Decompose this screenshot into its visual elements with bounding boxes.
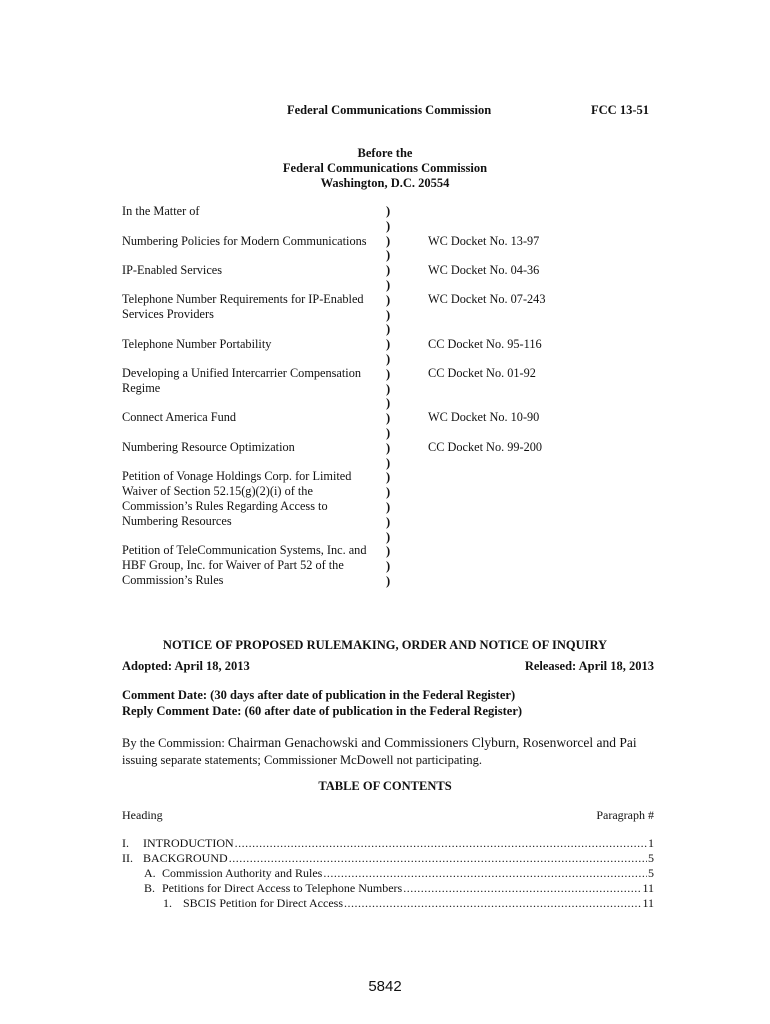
toc-leader-dots: [235, 836, 647, 851]
by-commission-paragraph: [122, 734, 654, 769]
caption-item-5: Developing a Unified Intercarrier Compensation Regime: [122, 366, 362, 395]
caption-item-6: Connect America Fund: [122, 410, 237, 424]
docket-1: WC Docket No. 13-97: [428, 234, 540, 248]
caption-paren: ): [386, 204, 391, 218]
dates-row: [122, 659, 654, 674]
docket-3: WC Docket No. 07-243: [428, 292, 546, 306]
before-line-2: Federal Communications Commission: [282, 161, 488, 175]
toc-paragraph-label: Paragraph #: [596, 808, 654, 822]
caption-paren: ): [386, 396, 391, 411]
toc-leader-dots: [403, 881, 641, 896]
toc-entry-page: 5: [648, 866, 654, 880]
toc-entry[interactable]: [163, 896, 654, 911]
toc-entry-label: Petitions for Direct Access to Telephone Numbers: [162, 881, 403, 895]
header-agency: Federal Communications Commission: [287, 103, 492, 117]
comment-date: Comment Date: (30 days after date of publication in the Federal Register): [122, 688, 516, 702]
toc-title: TABLE OF CONTENTS: [318, 779, 452, 793]
toc-entry[interactable]: [122, 851, 654, 866]
caption-paren: ): [386, 233, 391, 248]
toc-entry[interactable]: [144, 866, 654, 881]
toc-entry-page: 5: [648, 851, 654, 865]
toc-entry-number: I.: [122, 836, 129, 850]
toc-entry-label: INTRODUCTION: [143, 836, 234, 850]
docket-4: CC Docket No. 95-116: [428, 337, 542, 351]
caption-intro: In the Matter of: [122, 204, 200, 218]
caption-paren: ): [386, 277, 391, 292]
caption-paren: ): [386, 248, 391, 263]
docket-6: WC Docket No. 10-90: [428, 410, 540, 424]
toc-entry-number: B.: [144, 881, 156, 895]
caption-paren: ): [386, 322, 391, 337]
caption-item-9: Petition of TeleCommunication Systems, Inc. and HBF Group, Inc. for Waiver of Part 52 of the Commission’s Rules: [122, 543, 367, 587]
docket-2: WC Docket No. 04-36: [428, 263, 540, 277]
caption-item-1: Numbering Policies for Modern Communications: [122, 234, 367, 248]
before-line-1: Before the: [357, 146, 413, 160]
caption-paren: ): [386, 529, 391, 544]
before-line-3: Washington, D.C. 20554: [320, 176, 450, 190]
released-date: Released: April 18, 2013: [524, 659, 654, 673]
page-number: 5842: [368, 978, 402, 995]
caption-paren: ): [386, 485, 391, 500]
by-commission-line2: issuing separate statements; Commissioner McDowell not participating.: [122, 753, 483, 767]
toc-entry-number: A.: [144, 866, 156, 880]
toc-heading-label: Heading: [122, 808, 163, 822]
caption-paren: ): [386, 263, 391, 278]
caption-paren: ): [386, 499, 391, 514]
caption-paren: ): [386, 544, 391, 559]
header-doc-id: FCC 13-51: [591, 103, 649, 117]
caption-paren: ): [386, 425, 391, 440]
caption-paren: ): [386, 573, 391, 588]
caption-paren: ): [386, 411, 391, 426]
toc-entry-page: 11: [642, 881, 654, 895]
toc-entry-page: 11: [642, 896, 654, 910]
toc-leader-dots: [344, 896, 641, 911]
docket-7: CC Docket No. 99-200: [428, 440, 543, 454]
docket-5: CC Docket No. 01-92: [428, 366, 536, 380]
toc-entry-page: 1: [648, 836, 654, 850]
caption-paren: ): [386, 381, 391, 396]
caption-paren: ): [386, 514, 391, 529]
caption-paren: ): [386, 455, 391, 470]
caption-item-7: Numbering Resource Optimization: [122, 440, 295, 454]
notice-title: NOTICE OF PROPOSED RULEMAKING, ORDER AND NOTICE OF INQUIRY: [162, 638, 608, 652]
caption-paren: ): [386, 337, 391, 352]
toc-column-headers: [122, 808, 654, 823]
by-commission-lead: By the Commission:: [122, 736, 225, 750]
caption-paren: ): [386, 366, 391, 381]
caption-paren: ): [386, 351, 391, 366]
caption-paren: ): [386, 218, 391, 233]
caption-parentheses: [386, 204, 396, 589]
toc-entry[interactable]: [144, 881, 654, 896]
caption-item-8: Petition of Vonage Holdings Corp. for Limited Waiver of Section 52.15(g)(2)(i) of the Commission’s Rules Regarding Access to Numbering Resources: [122, 469, 352, 528]
caption-paren: ): [386, 470, 391, 485]
adopted-date: Adopted: April 18, 2013: [122, 659, 250, 673]
caption-item-4: Telephone Number Portability: [122, 337, 272, 351]
caption-paren: ): [386, 292, 391, 307]
toc-entry-number: II.: [122, 851, 133, 865]
toc-leader-dots: [323, 866, 647, 881]
toc-entry-number: 1.: [163, 896, 172, 910]
caption-paren: ): [386, 559, 391, 574]
caption-item-3: Telephone Number Requirements for IP-Enabled Services Providers: [122, 292, 364, 321]
reply-comment-date: Reply Comment Date: (60 after date of publication in the Federal Register): [122, 704, 523, 718]
toc-entry[interactable]: [122, 836, 654, 851]
toc-entry-label: Commission Authority and Rules: [162, 866, 323, 880]
caption-item-2: IP-Enabled Services: [122, 263, 223, 277]
toc-entry-label: BACKGROUND: [143, 851, 228, 865]
caption-paren: ): [386, 307, 391, 322]
toc-entry-label: SBCIS Petition for Direct Access: [183, 896, 343, 910]
caption-paren: ): [386, 440, 391, 455]
toc-leader-dots: [229, 851, 647, 866]
by-commission-rest: Chairman Genachowski and Commissioners Clyburn, Rosenworcel and Pai: [227, 735, 637, 750]
